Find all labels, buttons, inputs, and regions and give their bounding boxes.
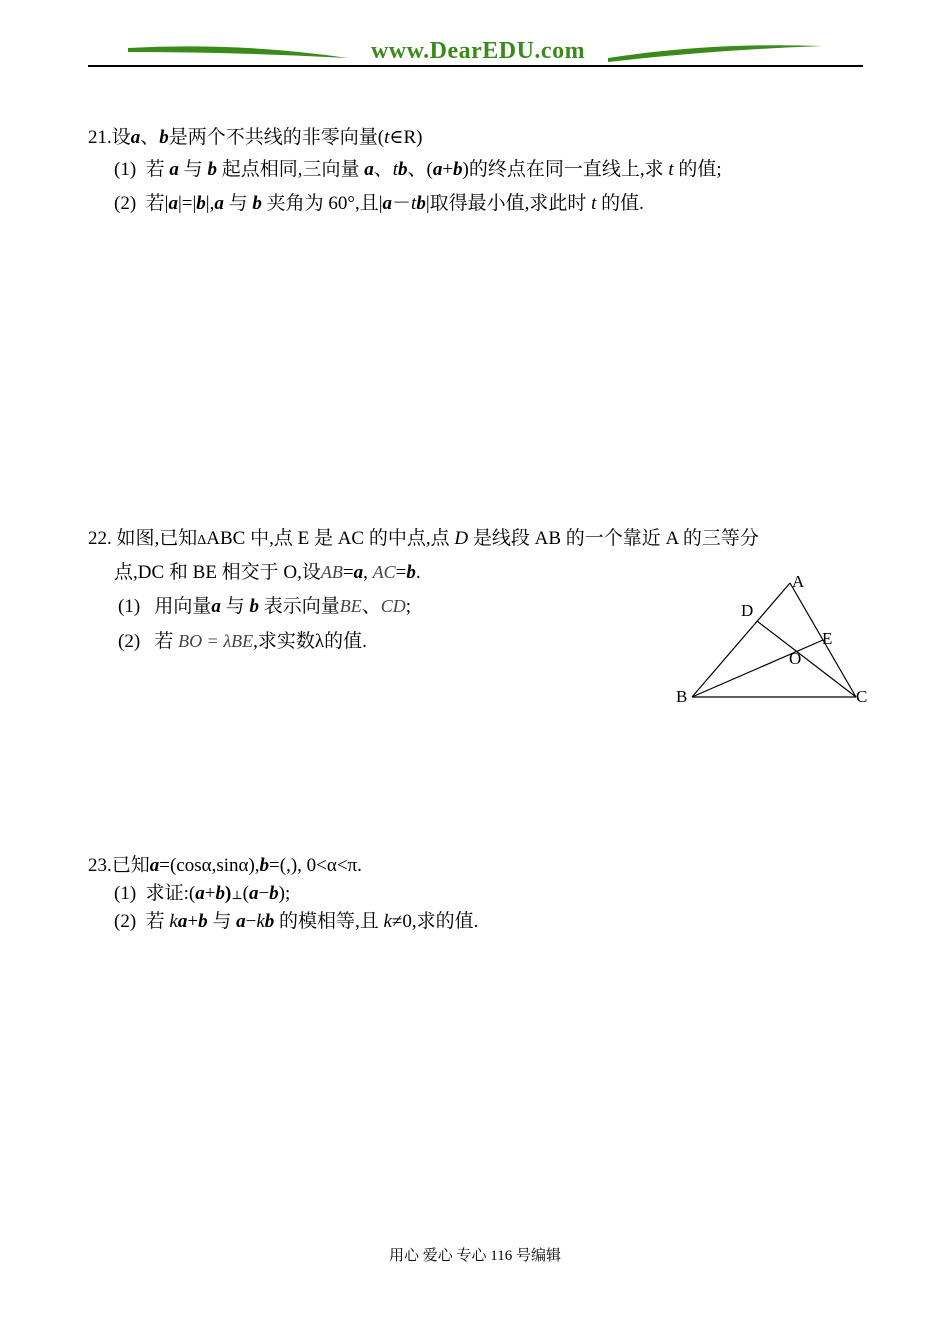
text: 的值; <box>678 159 722 180</box>
text: 点,DC 和 BE 相交于 O,设 <box>114 562 321 583</box>
vec-a: a <box>177 911 188 932</box>
vec-b: b <box>269 883 279 904</box>
part-label: (1) <box>118 596 141 617</box>
header-banner <box>88 36 863 70</box>
segment-be <box>692 640 823 697</box>
vec-b: b <box>398 159 408 180</box>
part-label: (1) <box>114 883 137 904</box>
q21-text: 是两个不共线的非零向量( <box>168 127 385 148</box>
page-footer: 用心 爱心 专心 116 号编辑 <box>389 1248 561 1264</box>
text: 用向量 <box>154 596 212 617</box>
var-t: t <box>591 193 597 214</box>
separator: 、 <box>140 127 160 148</box>
equals: = <box>342 562 354 583</box>
part-label: (2) <box>114 911 137 932</box>
q21-number: 21.设 <box>88 127 131 148</box>
vec-b: b <box>196 193 206 214</box>
vec-a: a <box>432 159 443 180</box>
triangle-symbol: Δ <box>197 533 207 548</box>
label-e: E <box>822 629 833 648</box>
part-label: (2) <box>118 631 141 652</box>
text: ); <box>278 883 291 904</box>
vec-b: b <box>249 596 259 617</box>
label-a: A <box>792 572 805 591</box>
left-swoosh-icon <box>128 42 348 64</box>
text: 夹角为 60°,且| <box>266 193 383 214</box>
triangle-figure <box>670 568 880 713</box>
q21-domain: ∈R) <box>389 127 423 148</box>
text: )的终点在同一直线上,求 <box>462 159 664 180</box>
vec-b: b <box>198 911 208 932</box>
vec-a: a <box>382 193 393 214</box>
part-label: (1) <box>114 159 137 180</box>
perp-symbol: ⊥ <box>231 888 243 902</box>
q22-stem-line1 <box>88 527 759 553</box>
q21-part2 <box>114 192 644 216</box>
text: ,求实数λ的值. <box>253 631 367 652</box>
vec-b: b <box>252 193 262 214</box>
text: ( <box>242 883 249 904</box>
vec-b: b <box>215 883 225 904</box>
part-label: (2) <box>114 193 137 214</box>
header-rule <box>88 65 863 67</box>
vec-b: b <box>416 193 426 214</box>
text: |=| <box>177 193 197 214</box>
vec-b: b <box>207 159 217 180</box>
vec-b: b <box>406 562 416 583</box>
text: ; <box>405 596 412 617</box>
point-d: D <box>454 528 469 549</box>
text: =(cosα,sinα), <box>159 855 260 876</box>
text: 、 <box>373 159 393 180</box>
plus: + <box>187 911 199 932</box>
vector-ac: AC <box>372 562 396 582</box>
label-b: B <box>676 687 688 706</box>
vec-a: a <box>211 596 221 617</box>
text: 若 <box>145 911 165 932</box>
text: ) <box>224 883 232 904</box>
vec-a: a <box>364 159 374 180</box>
text: 与 <box>228 193 248 214</box>
text: ABC 中,点 E 是 AC 的中点,点 <box>206 528 450 549</box>
vec-a: a <box>130 127 141 148</box>
var-t: t <box>384 127 390 148</box>
vector-cd: CD <box>380 596 406 616</box>
q22-part2 <box>118 629 367 654</box>
text: 、 <box>361 596 381 617</box>
site-logo-text: www.DearEDU.com <box>370 38 586 64</box>
vec-b: b <box>259 855 270 876</box>
label-o: O <box>789 649 802 668</box>
vec-a: a <box>149 855 160 876</box>
q22-stem-line2 <box>114 560 421 585</box>
vec-b: b <box>159 127 169 148</box>
var-k: k <box>256 911 265 932</box>
segment-dc <box>757 621 856 697</box>
var-t: t <box>392 159 398 180</box>
equals: = <box>395 562 407 583</box>
text: 与 <box>183 159 203 180</box>
var-k: k <box>169 911 178 932</box>
text: 起点相同,三向量 <box>221 159 360 180</box>
vec-a: a <box>236 911 246 932</box>
label-d: D <box>741 601 754 620</box>
vec-a: a <box>168 193 178 214</box>
minus: － <box>392 193 412 214</box>
text: 是线段 AB 的一个靠近 A 的三等分 <box>472 528 759 549</box>
minus: − <box>245 911 257 932</box>
text: 的值. <box>601 193 644 214</box>
text: 22. 如图,已知 <box>88 528 198 549</box>
var-t: t <box>668 159 674 180</box>
text: 求证:( <box>145 883 196 904</box>
vector-equation: BO = λBE <box>178 631 254 651</box>
right-swoosh-icon <box>608 42 823 64</box>
plus: + <box>204 883 216 904</box>
text: 若| <box>145 193 169 214</box>
q23-stem <box>88 854 362 878</box>
var-k: k <box>383 911 392 932</box>
text: 、( <box>407 159 433 180</box>
q22-part1 <box>118 594 411 619</box>
vector-ab: AB <box>320 562 343 582</box>
text: ≠0,求的值. <box>391 911 479 932</box>
q23-part1 <box>114 882 290 907</box>
q21-part1 <box>114 158 722 182</box>
minus: − <box>258 883 270 904</box>
text: 若 <box>154 631 174 652</box>
vec-a: a <box>195 883 205 904</box>
text: 若 <box>145 159 165 180</box>
text: 的模相等,且 <box>279 911 379 932</box>
text: 与 <box>225 596 245 617</box>
comma: , <box>363 562 368 583</box>
vec-a: a <box>169 159 179 180</box>
vec-a: a <box>214 193 224 214</box>
q23-part2 <box>114 910 478 934</box>
text: 表示向量 <box>263 596 340 617</box>
var-t: t <box>411 193 417 214</box>
vec-b: b <box>264 911 275 932</box>
text: 23.已知 <box>88 855 150 876</box>
plus: + <box>442 159 454 180</box>
q21-stem <box>88 126 422 150</box>
vec-b: b <box>453 159 463 180</box>
vector-be: BE <box>339 596 362 616</box>
text: 与 <box>212 911 232 932</box>
label-c: C <box>856 687 868 706</box>
text: |取得最小值,求此时 <box>425 193 587 214</box>
period: . <box>415 562 421 583</box>
vec-a: a <box>248 883 259 904</box>
text: |, <box>205 193 215 214</box>
text: =(,), 0<α<π. <box>269 855 362 876</box>
vec-a: a <box>353 562 364 583</box>
